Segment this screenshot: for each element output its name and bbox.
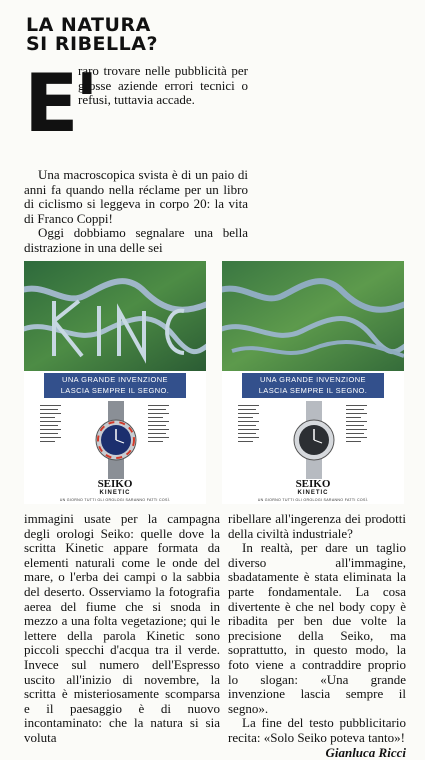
- ad-body-copy-left: ▬▬▬▬▬▬▬ ▬▬▬▬▬▬ ▬▬▬▬▬▬▬ ▬▬▬▬▬ ▬▬▬▬▬▬▬ ▬▬▬▬▬▬ ▬▬▬▬▬▬▬ ▬▬▬▬▬▬ ▬▬▬▬▬▬▬ ▬▬▬▬▬: [238, 403, 286, 443]
- ad-tagline: UN GIORNO TUTTI GLI OROLOGI SARANNO FATTI COSÌ.: [222, 498, 404, 502]
- ad-body-copy-right: ▬▬▬▬▬▬▬ ▬▬▬▬▬▬ ▬▬▬▬▬▬▬ ▬▬▬▬▬ ▬▬▬▬▬▬▬ ▬▬▬▬▬▬ ▬▬▬▬▬▬▬ ▬▬▬▬▬▬ ▬▬▬▬▬▬▬ ▬▬▬▬▬: [148, 403, 196, 443]
- body-column-right: [228, 512, 406, 760]
- brand-logo: [222, 479, 404, 497]
- intro-text-3: Oggi dobbiamo segnalare una bella distrazione in una delle sei: [24, 226, 248, 255]
- intro-paragraph-2: [24, 168, 248, 226]
- brand-name: SEIKO: [98, 478, 133, 490]
- brand-name: SEIKO: [296, 478, 331, 490]
- ad-slogan-line-1: UNA GRANDE INVENZIONE: [242, 374, 384, 385]
- brand-logo: [24, 479, 206, 497]
- watch-image: [286, 401, 342, 479]
- ad-slogan-line-2: LASCIA SEMPRE IL SEGNO.: [242, 385, 384, 396]
- ad-body-copy-left: ▬▬▬▬▬▬▬ ▬▬▬▬▬▬ ▬▬▬▬▬▬▬ ▬▬▬▬▬ ▬▬▬▬▬▬▬ ▬▬▬▬▬▬ ▬▬▬▬▬▬▬ ▬▬▬▬▬▬ ▬▬▬▬▬▬▬ ▬▬▬▬▬: [40, 403, 88, 443]
- ad-tagline: UN GIORNO TUTTI GLI OROLOGI SARANNO FATTI COSÌ.: [24, 498, 206, 502]
- ad-body-copy-right: ▬▬▬▬▬▬▬ ▬▬▬▬▬▬ ▬▬▬▬▬▬▬ ▬▬▬▬▬ ▬▬▬▬▬▬▬ ▬▬▬▬▬▬ ▬▬▬▬▬▬▬ ▬▬▬▬▬▬ ▬▬▬▬▬▬▬ ▬▬▬▬▬: [346, 403, 394, 443]
- ad-slogan-banner: [44, 373, 186, 398]
- aerial-river-photo: [24, 261, 206, 371]
- ad-slogan-line-1: UNA GRANDE INVENZIONE: [44, 374, 186, 385]
- body-text-left: immagini usate per la campagna degli orologi Seiko: quelle dove la scritta Kinetic appare formata da elementi naturali come le onde del mare, o l'erba dei campi o la sabbia del deserto. Osserviamo la fotografia aerea del fiume che si snoda in mezzo a una folta vegetazione; qui le lettere della parola Kinetic sono piccoli specchi d'acqua tra il verde. Invece sul numero dell'Espresso uscito all'inizio di novembre, la scritta è misteriosamente scomparsa e il paesaggio è di nuovo incontaminato: che la natura si sia voluta: [24, 512, 220, 746]
- body-column-left: [24, 512, 220, 746]
- body-text-right-2: In realtà, per dare un taglio diverso all'immagine, sbadatamente è stata eliminata la parte fondamentale. La cosa divertente è che nel body copy è ribadita per ben due volte la precisione della Seiko, ma soprattutto, in questo modo, la foto viene a contraddire proprio lo slogan: «Una grande invenzione lascia sempre il segno».: [228, 541, 406, 716]
- headline-line-1: LA NATURA: [26, 16, 216, 35]
- author-signature: Gianluca Ricci: [228, 746, 406, 760]
- intro-text-1: raro trovare nelle pubblicità per grosse aziende errori tecnici o refusi, tuttavia accade.: [78, 64, 248, 108]
- headline-line-2: SI RIBELLA?: [26, 35, 216, 54]
- drop-cap: E': [24, 62, 76, 146]
- body-text-right-1: ribellare all'ingerenza dei prodotti della civiltà industriale?: [228, 512, 406, 541]
- intro-text-2: Una macroscopica svista è di un paio di anni fa quando nella réclame per un libro di ciclismo si leggeva in corpo 20: la vita di Franco Coppi!: [24, 168, 248, 226]
- brand-subtitle: KINETIC: [222, 490, 404, 497]
- intro-paragraph-1: [78, 64, 248, 108]
- watch-image: [88, 401, 144, 479]
- aerial-river-photo: [222, 261, 404, 371]
- advertisement-left: [24, 261, 206, 504]
- brand-subtitle: KINETIC: [24, 490, 206, 497]
- headline: [26, 16, 216, 54]
- ad-slogan-line-2: LASCIA SEMPRE IL SEGNO.: [44, 385, 186, 396]
- body-text-right-3: La fine del testo pubblicitario recita: «Solo Seiko poteva tanto»!: [228, 716, 406, 745]
- intro-paragraph-3: [24, 226, 248, 255]
- ad-slogan-banner: [242, 373, 384, 398]
- advertisement-right: [222, 261, 404, 504]
